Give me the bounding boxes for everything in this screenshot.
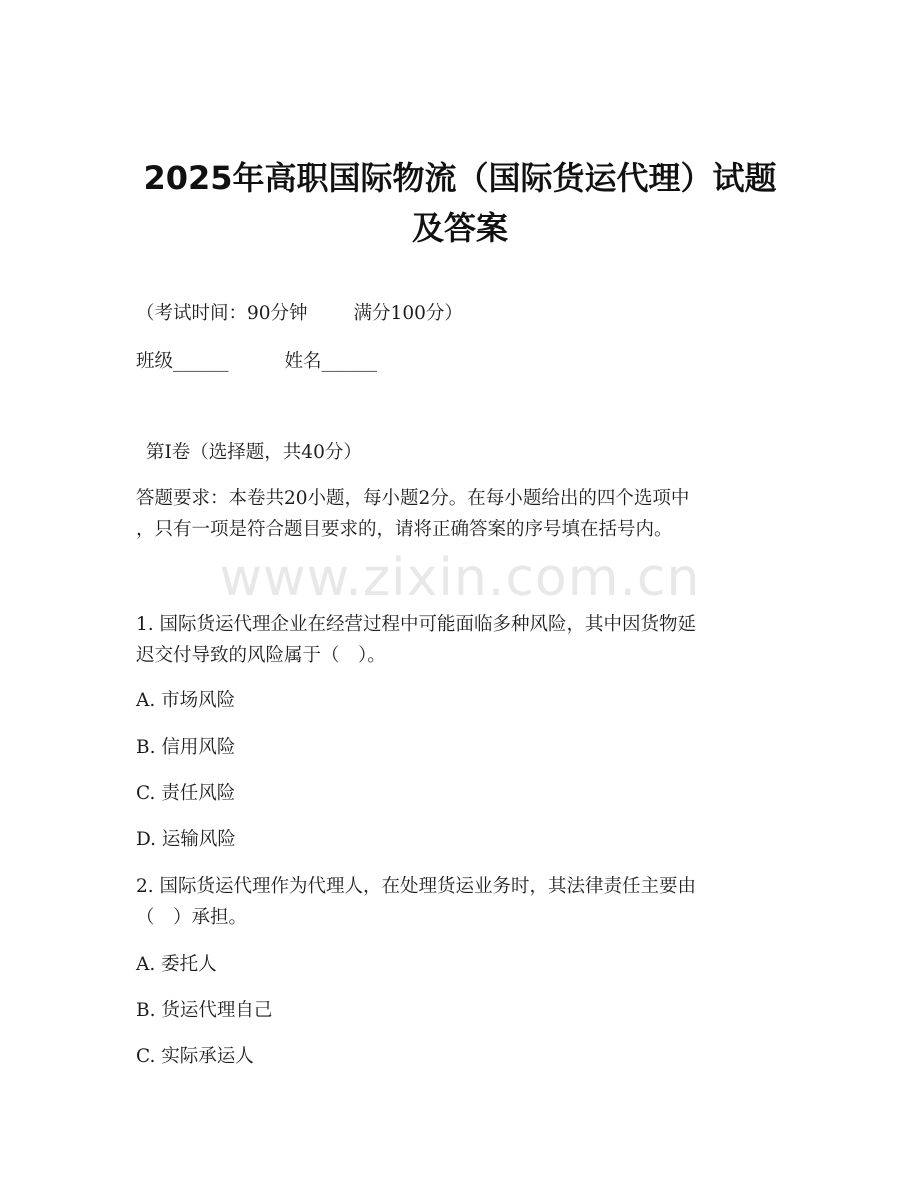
question-2-option-b: B. 货运代理自己 (136, 1000, 273, 1021)
question-2-option-a: A. 委托人 (136, 954, 217, 975)
question-1-option-c: C. 责任风险 (136, 783, 236, 804)
full-score: 满分100分） (353, 303, 463, 324)
name-field-label: 姓名______ (284, 351, 378, 372)
exam-time: （考试时间：90分钟 (136, 303, 308, 324)
question-2-stem-line-1: 2. 国际货运代理作为代理人，在处理货运业务时，其法律责任主要由 (136, 876, 697, 897)
question-1-option-b: B. 信用风险 (136, 737, 236, 758)
question-2-option-c: C. 实际承运人 (136, 1046, 254, 1067)
class-field-label: 班级______ (136, 351, 229, 372)
document-title-line-1: 2025年高职国际物流（国际货运代理）试题 (143, 159, 777, 197)
question-1-option-a: A. 市场风险 (136, 690, 236, 711)
exam-info (136, 302, 463, 326)
instructions-line-1: 答题要求：本卷共20小题，每小题2分。在每小题给出的四个选项中 (136, 488, 690, 509)
question-1-option-d: D. 运输风险 (136, 829, 236, 850)
document-title-line-2: 及答案 (411, 209, 508, 247)
student-info (136, 350, 377, 374)
question-1-stem-line-1: 1. 国际货运代理企业在经营过程中可能面临多种风险，其中因货物延 (136, 614, 697, 635)
instructions-line-2: ，只有一项是符合题目要求的，请将正确答案的序号填在括号内。 (136, 519, 673, 540)
question-1-stem-line-2: 迟交付导致的风险属于（ ）。 (136, 645, 386, 666)
question-2-stem-line-2: （ ）承担。 (136, 907, 248, 928)
section-title: 第Ⅰ卷（选择题，共40分） (146, 442, 362, 463)
watermark: www.zixin.com.cn (219, 548, 701, 608)
